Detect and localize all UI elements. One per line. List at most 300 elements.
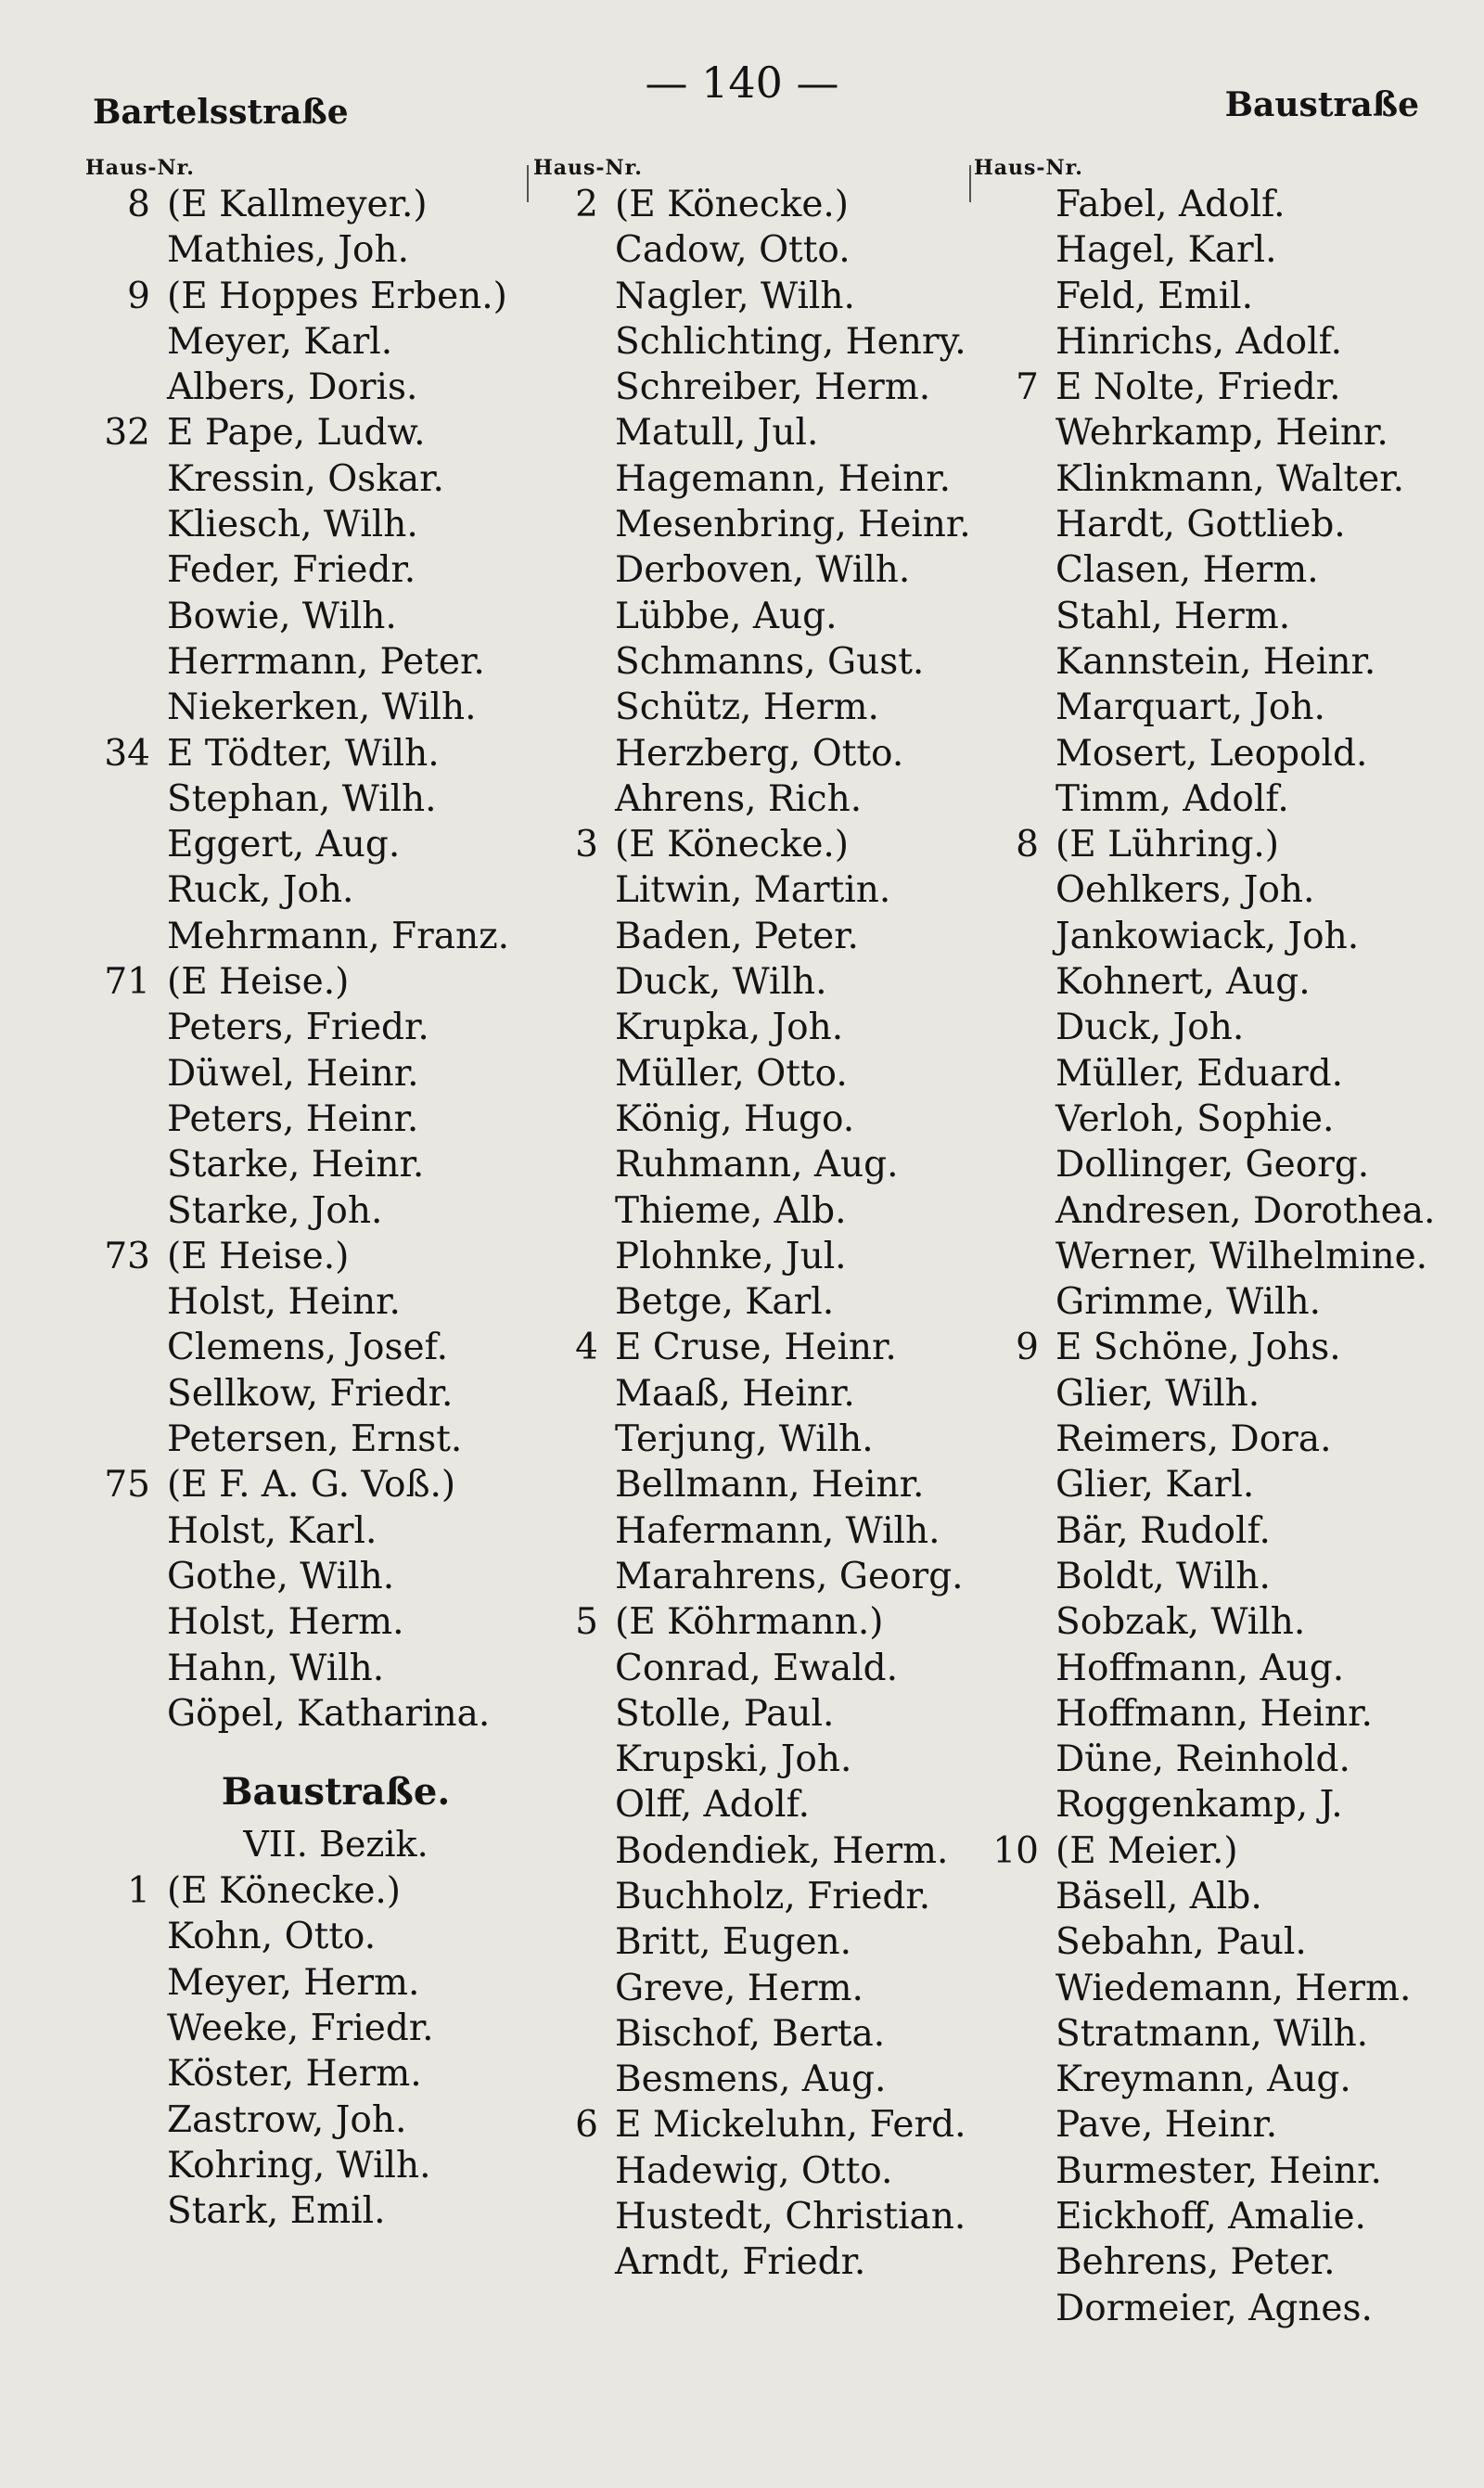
house-number <box>533 1051 615 1097</box>
resident-name: Kreymann, Aug. <box>1055 2058 1351 2101</box>
directory-entry <box>974 776 1456 822</box>
resident-name: Holst, Karl. <box>167 1509 377 1552</box>
house-number <box>974 1737 1055 1782</box>
directory-entry <box>533 502 1002 547</box>
house-number <box>533 1737 615 1782</box>
resident-name: Maaß, Heinr. <box>615 1372 855 1415</box>
directory-entry <box>85 776 549 822</box>
resident-name: Bär, Rudolf. <box>1055 1509 1271 1552</box>
resident-name: E Nolte, Friedr. <box>1055 366 1341 409</box>
section-title: Baustraße. <box>221 1770 451 1815</box>
directory-entry <box>85 1960 549 2006</box>
house-number: 6 <box>575 2104 598 2147</box>
resident-name: Stahl, Herm. <box>1055 595 1291 637</box>
entry-list <box>85 1868 549 2234</box>
resident-name: Feder, Friedr. <box>167 549 416 592</box>
directory-entry <box>974 1279 1456 1325</box>
resident-name: Zastrow, Joh. <box>167 2098 407 2141</box>
directory-entry <box>533 1828 1002 1874</box>
house-number <box>85 1371 167 1417</box>
directory-entry <box>533 731 1002 776</box>
directory-entry <box>974 1599 1456 1645</box>
house-number <box>85 867 167 913</box>
resident-name: E Tödter, Wilh. <box>167 732 440 775</box>
directory-entry <box>85 1325 549 1370</box>
resident-name: Lübbe, Aug. <box>615 595 838 637</box>
resident-name: Dormeier, Agnes. <box>1055 2287 1373 2329</box>
resident-name: Starke, Joh. <box>167 1189 383 1232</box>
resident-name: Grimme, Wilh. <box>1055 1281 1321 1324</box>
directory-entry <box>533 1599 1002 1645</box>
resident-name: Burmester, Heinr. <box>1055 2149 1382 2192</box>
resident-name: Buchholz, Friedr. <box>615 1875 931 1917</box>
house-number <box>533 776 615 822</box>
resident-name: Hinrichs, Adolf. <box>1055 320 1343 363</box>
resident-name: Eggert, Aug. <box>167 824 401 866</box>
resident-name: Andresen, Dorothea. <box>1055 1189 1436 1232</box>
directory-entry <box>533 867 1002 913</box>
directory-entry <box>533 1051 1002 1097</box>
resident-name: Schütz, Herm. <box>615 686 879 729</box>
directory-entry <box>974 731 1456 776</box>
directory-entry <box>974 1417 1456 1462</box>
directory-entry <box>533 1462 1002 1507</box>
directory-entry <box>533 685 1002 730</box>
house-number <box>974 1234 1055 1279</box>
directory-entry <box>974 274 1456 319</box>
directory-entry <box>85 502 549 547</box>
house-number <box>533 959 615 1005</box>
directory-entry <box>533 2102 1002 2148</box>
directory-entry <box>533 1646 1002 1691</box>
resident-name: Kohnert, Aug. <box>1055 961 1311 1004</box>
resident-name: Werner, Wilhelmine. <box>1055 1235 1428 1277</box>
resident-name: (E Meier.) <box>1055 1829 1238 1872</box>
house-number <box>974 776 1055 822</box>
house-number <box>974 2057 1055 2102</box>
resident-name: Feld, Emil. <box>1055 275 1254 317</box>
house-number: 7 <box>1016 366 1039 409</box>
directory-entry <box>974 1234 1456 1279</box>
directory-entry <box>533 274 1002 319</box>
resident-name: Niekerken, Wilh. <box>167 686 477 729</box>
resident-name: Kressin, Oskar. <box>167 457 444 500</box>
directory-entry <box>974 1691 1456 1737</box>
resident-name: E Schöne, Johs. <box>1055 1327 1341 1369</box>
house-number: 71 <box>104 961 150 1004</box>
directory-entry <box>974 639 1456 685</box>
directory-entry <box>974 2239 1456 2285</box>
house-number <box>85 1914 167 1959</box>
resident-name: Behrens, Peter. <box>1055 2241 1336 2284</box>
directory-entry <box>974 1325 1456 1370</box>
resident-name: E Pape, Ludw. <box>167 412 426 455</box>
page-number: — 140 — <box>645 58 839 108</box>
resident-name: Pave, Heinr. <box>1055 2104 1278 2147</box>
house-number <box>974 1874 1055 1919</box>
directory-entry <box>974 2057 1456 2102</box>
column-header: Haus-Nr. <box>85 156 195 180</box>
house-number <box>974 1417 1055 1462</box>
resident-name: Kohring, Wilh. <box>167 2144 431 2187</box>
directory-entry <box>974 410 1456 455</box>
house-number <box>85 1508 167 1554</box>
house-number <box>533 867 615 913</box>
house-number <box>85 1097 167 1142</box>
directory-entry <box>974 1919 1456 1965</box>
directory-entry <box>974 1646 1456 1691</box>
directory-entry <box>533 410 1002 455</box>
directory-entry <box>85 1508 549 1554</box>
house-number <box>85 2097 167 2143</box>
directory-entry <box>85 822 549 867</box>
house-number <box>85 1142 167 1187</box>
directory-entry <box>85 685 549 730</box>
resident-name: Wiedemann, Herm. <box>1055 1967 1412 2009</box>
resident-name: Hoffmann, Aug. <box>1055 1647 1345 1689</box>
directory-entry <box>533 1417 1002 1462</box>
resident-name: Conrad, Ewald. <box>615 1647 899 1689</box>
directory-entry <box>974 867 1456 913</box>
directory-entry <box>85 1554 549 1599</box>
directory-entry <box>85 319 549 365</box>
directory-entry <box>533 1508 1002 1554</box>
directory-entry <box>85 1142 549 1187</box>
directory-entry <box>85 227 549 273</box>
house-number <box>533 1966 615 2011</box>
house-number <box>85 2051 167 2097</box>
resident-name: (E Könecke.) <box>615 824 850 866</box>
directory-entry <box>85 1279 549 1325</box>
resident-name: Verloh, Sophie. <box>1055 1097 1335 1140</box>
house-number <box>85 365 167 410</box>
house-number <box>533 1874 615 1919</box>
directory-entry <box>533 1188 1002 1234</box>
house-number <box>974 959 1055 1005</box>
directory-entry <box>974 365 1456 410</box>
resident-name: Mathies, Joh. <box>167 229 409 272</box>
house-number: 75 <box>104 1464 150 1507</box>
resident-name: Holst, Heinr. <box>167 1281 401 1324</box>
house-number <box>533 502 615 547</box>
directory-entry <box>533 639 1002 685</box>
house-number <box>974 2148 1055 2194</box>
resident-name: Petersen, Ernst. <box>167 1418 463 1461</box>
house-number <box>533 2194 615 2239</box>
resident-name: Starke, Heinr. <box>167 1144 425 1186</box>
house-number <box>974 1005 1055 1050</box>
house-number <box>974 1051 1055 1097</box>
house-number <box>533 1279 615 1325</box>
directory-entry <box>974 1782 1456 1828</box>
house-number <box>85 1960 167 2006</box>
resident-name: Herrmann, Peter. <box>167 640 485 683</box>
house-number: 9 <box>1016 1327 1039 1369</box>
resident-name: Bäsell, Alb. <box>1055 1875 1262 1917</box>
directory-entry <box>533 914 1002 959</box>
house-number: 32 <box>104 412 150 455</box>
resident-name: Eickhoff, Amalie. <box>1055 2196 1366 2238</box>
resident-name: Stephan, Wilh. <box>167 777 437 820</box>
resident-name: Betge, Karl. <box>615 1281 835 1324</box>
resident-name: Plohnke, Jul. <box>615 1235 847 1277</box>
house-number <box>85 594 167 639</box>
directory-entry <box>974 2286 1456 2331</box>
directory-entry <box>85 1097 549 1142</box>
resident-name: Holst, Herm. <box>167 1601 404 1644</box>
directory-entry <box>533 822 1002 867</box>
directory-entry <box>974 1462 1456 1507</box>
directory-entry <box>974 547 1456 593</box>
resident-name: Sebahn, Paul. <box>1055 1921 1307 1964</box>
directory-entry <box>85 1868 549 1914</box>
directory-entry <box>533 365 1002 410</box>
directory-entry <box>974 1371 1456 1417</box>
directory-entry <box>533 2239 1002 2285</box>
entry-list <box>85 182 549 1737</box>
house-number <box>533 1142 615 1187</box>
directory-entry <box>974 1508 1456 1554</box>
house-number <box>974 1142 1055 1187</box>
house-number <box>85 1051 167 1097</box>
house-number <box>974 639 1055 685</box>
directory-entry <box>85 1691 549 1737</box>
directory-entry <box>533 2148 1002 2194</box>
running-header-right: Baustraße <box>1224 85 1419 124</box>
resident-name: Greve, Herm. <box>615 1967 864 2009</box>
house-number <box>85 2143 167 2188</box>
directory-entry <box>85 2143 549 2188</box>
resident-name: Albers, Doris. <box>167 366 418 409</box>
resident-name: Düwel, Heinr. <box>167 1052 419 1095</box>
column-header: Haus-Nr. <box>533 156 643 180</box>
directory-entry <box>974 914 1456 959</box>
resident-name: Kannstein, Heinr. <box>1055 640 1376 683</box>
resident-name: Glier, Wilh. <box>1055 1372 1260 1415</box>
resident-name: Köster, Herm. <box>167 2053 422 2096</box>
house-number <box>533 1234 615 1279</box>
resident-name: Kliesch, Wilh. <box>167 504 418 546</box>
house-number <box>974 1279 1055 1325</box>
directory-entry <box>533 1874 1002 1919</box>
house-number <box>974 319 1055 365</box>
resident-name: Peters, Heinr. <box>167 1097 419 1140</box>
house-number <box>533 319 615 365</box>
resident-name: Mosert, Leopold. <box>1055 732 1368 775</box>
resident-name: (E Heise.) <box>167 1235 350 1277</box>
house-number <box>85 685 167 730</box>
house-number <box>533 1188 615 1234</box>
directory-entry <box>533 547 1002 593</box>
directory-entry <box>85 410 549 455</box>
directory-entry <box>974 2102 1456 2148</box>
section-subtitle: VII. Bezik. <box>243 1824 429 1866</box>
house-number <box>974 1188 1055 1234</box>
resident-name: Hagel, Karl. <box>1055 229 1277 272</box>
house-number <box>85 547 167 593</box>
column-1 <box>85 156 549 2234</box>
house-number <box>85 1646 167 1691</box>
resident-name: Dollinger, Georg. <box>1055 1144 1370 1186</box>
house-number <box>533 1462 615 1507</box>
resident-name: König, Hugo. <box>615 1097 855 1140</box>
house-number <box>533 365 615 410</box>
directory-entry <box>974 2194 1456 2239</box>
directory-entry <box>533 2057 1002 2102</box>
resident-name: Matull, Jul. <box>615 412 819 455</box>
house-number <box>85 2188 167 2234</box>
directory-entry <box>85 1646 549 1691</box>
resident-name: Krupski, Joh. <box>615 1738 852 1781</box>
directory-entry <box>974 182 1456 227</box>
house-number <box>533 2239 615 2285</box>
directory-entry <box>533 1279 1002 1325</box>
resident-name: Arndt, Friedr. <box>615 2241 866 2284</box>
directory-entry <box>85 867 549 913</box>
directory-entry <box>974 1737 1456 1782</box>
directory-entry <box>85 1599 549 1645</box>
house-number <box>85 1599 167 1645</box>
directory-entry <box>85 1051 549 1097</box>
resident-name: (E Könecke.) <box>167 1870 402 1913</box>
house-number <box>533 410 615 455</box>
directory-entry <box>974 594 1456 639</box>
house-number <box>85 776 167 822</box>
directory-entry <box>85 182 549 227</box>
house-number <box>533 1691 615 1737</box>
directory-entry <box>974 1966 1456 2011</box>
directory-entry <box>85 2051 549 2097</box>
house-number <box>974 2239 1055 2285</box>
directory-entry <box>974 2148 1456 2194</box>
house-number: 73 <box>104 1235 150 1277</box>
house-number <box>533 2057 615 2102</box>
resident-name: Meyer, Herm. <box>167 1961 420 2004</box>
directory-entry <box>85 639 549 685</box>
directory-entry <box>85 1188 549 1234</box>
house-number <box>85 319 167 365</box>
house-number <box>533 685 615 730</box>
directory-entry <box>85 2006 549 2051</box>
directory-entry <box>533 594 1002 639</box>
resident-name: Bowie, Wilh. <box>167 595 397 637</box>
resident-name: (E Heise.) <box>167 961 350 1004</box>
house-number <box>533 1554 615 1599</box>
directory-entry <box>533 1142 1002 1187</box>
directory-entry <box>974 1051 1456 1097</box>
house-number <box>533 1417 615 1462</box>
resident-name: (E Hoppes Erben.) <box>167 275 507 317</box>
house-number <box>85 1417 167 1462</box>
house-number: 9 <box>127 275 150 317</box>
directory-entry <box>974 502 1456 547</box>
directory-entry <box>533 456 1002 502</box>
directory-entry <box>85 1005 549 1050</box>
house-number <box>974 1371 1055 1417</box>
column-2 <box>533 156 1002 2286</box>
house-number <box>533 914 615 959</box>
resident-name: Reimers, Dora. <box>1055 1418 1332 1461</box>
resident-name: Fabel, Adolf. <box>1055 184 1286 225</box>
directory-entry <box>85 959 549 1005</box>
directory-entry <box>85 1371 549 1417</box>
resident-name: Baden, Peter. <box>615 915 859 957</box>
resident-name: Olff, Adolf. <box>615 1784 811 1827</box>
directory-entry <box>533 319 1002 365</box>
directory-entry <box>85 914 549 959</box>
house-number <box>974 502 1055 547</box>
directory-entry <box>974 319 1456 365</box>
resident-name: Hustedt, Christian. <box>615 2196 966 2238</box>
resident-name: (E Kallmeyer.) <box>167 184 428 225</box>
house-number <box>85 1554 167 1599</box>
resident-name: Glier, Karl. <box>1055 1464 1255 1507</box>
directory-entry <box>533 2194 1002 2239</box>
house-number <box>85 227 167 273</box>
house-number <box>974 410 1055 455</box>
resident-name: Meyer, Karl. <box>167 320 393 363</box>
house-number <box>533 1828 615 1874</box>
directory-entry <box>974 1554 1456 1599</box>
resident-name: Duck, Joh. <box>1055 1007 1245 1049</box>
resident-name: Hafermann, Wilh. <box>615 1509 940 1552</box>
resident-name: Hahn, Wilh. <box>167 1647 385 1689</box>
entry-list <box>533 182 1002 2286</box>
resident-name: Kohn, Otto. <box>167 1916 377 1958</box>
house-number: 8 <box>127 184 150 225</box>
resident-name: Stolle, Paul. <box>615 1692 835 1735</box>
resident-name: Schreiber, Herm. <box>615 366 931 409</box>
directory-entry <box>85 1914 549 1959</box>
house-number <box>974 2011 1055 2057</box>
house-number <box>85 1188 167 1234</box>
directory-entry <box>974 1188 1456 1234</box>
house-number <box>974 685 1055 730</box>
house-number <box>85 1325 167 1370</box>
house-number <box>85 914 167 959</box>
resident-name: Timm, Adolf. <box>1055 777 1289 820</box>
directory-entry <box>974 685 1456 730</box>
house-number <box>533 1097 615 1142</box>
directory-entry <box>85 2097 549 2143</box>
resident-name: Göpel, Katharina. <box>167 1692 491 1735</box>
spacer <box>85 1737 549 1764</box>
house-number <box>533 1371 615 1417</box>
house-number <box>974 1646 1055 1691</box>
resident-name: Müller, Eduard. <box>1055 1052 1344 1095</box>
resident-name: Müller, Otto. <box>615 1052 848 1095</box>
resident-name: Mesenbring, Heinr. <box>615 504 971 546</box>
resident-name: Wehrkamp, Heinr. <box>1055 412 1388 455</box>
directory-entry <box>533 1782 1002 1828</box>
directory-entry <box>85 1417 549 1462</box>
directory-entry <box>533 1097 1002 1142</box>
resident-name: Sobzak, Wilh. <box>1055 1601 1306 1644</box>
directory-entry <box>85 594 549 639</box>
directory-entry <box>533 1691 1002 1737</box>
house-number <box>974 2102 1055 2148</box>
resident-name: Weeke, Friedr. <box>167 2007 434 2049</box>
resident-name: Düne, Reinhold. <box>1055 1738 1350 1781</box>
house-number <box>974 2194 1055 2239</box>
directory-entry <box>533 959 1002 1005</box>
house-number <box>974 1097 1055 1142</box>
house-number <box>533 1005 615 1050</box>
directory-entry <box>533 2011 1002 2057</box>
directory-entry <box>974 1874 1456 1919</box>
resident-name: Schmanns, Gust. <box>615 640 925 683</box>
house-number <box>85 639 167 685</box>
